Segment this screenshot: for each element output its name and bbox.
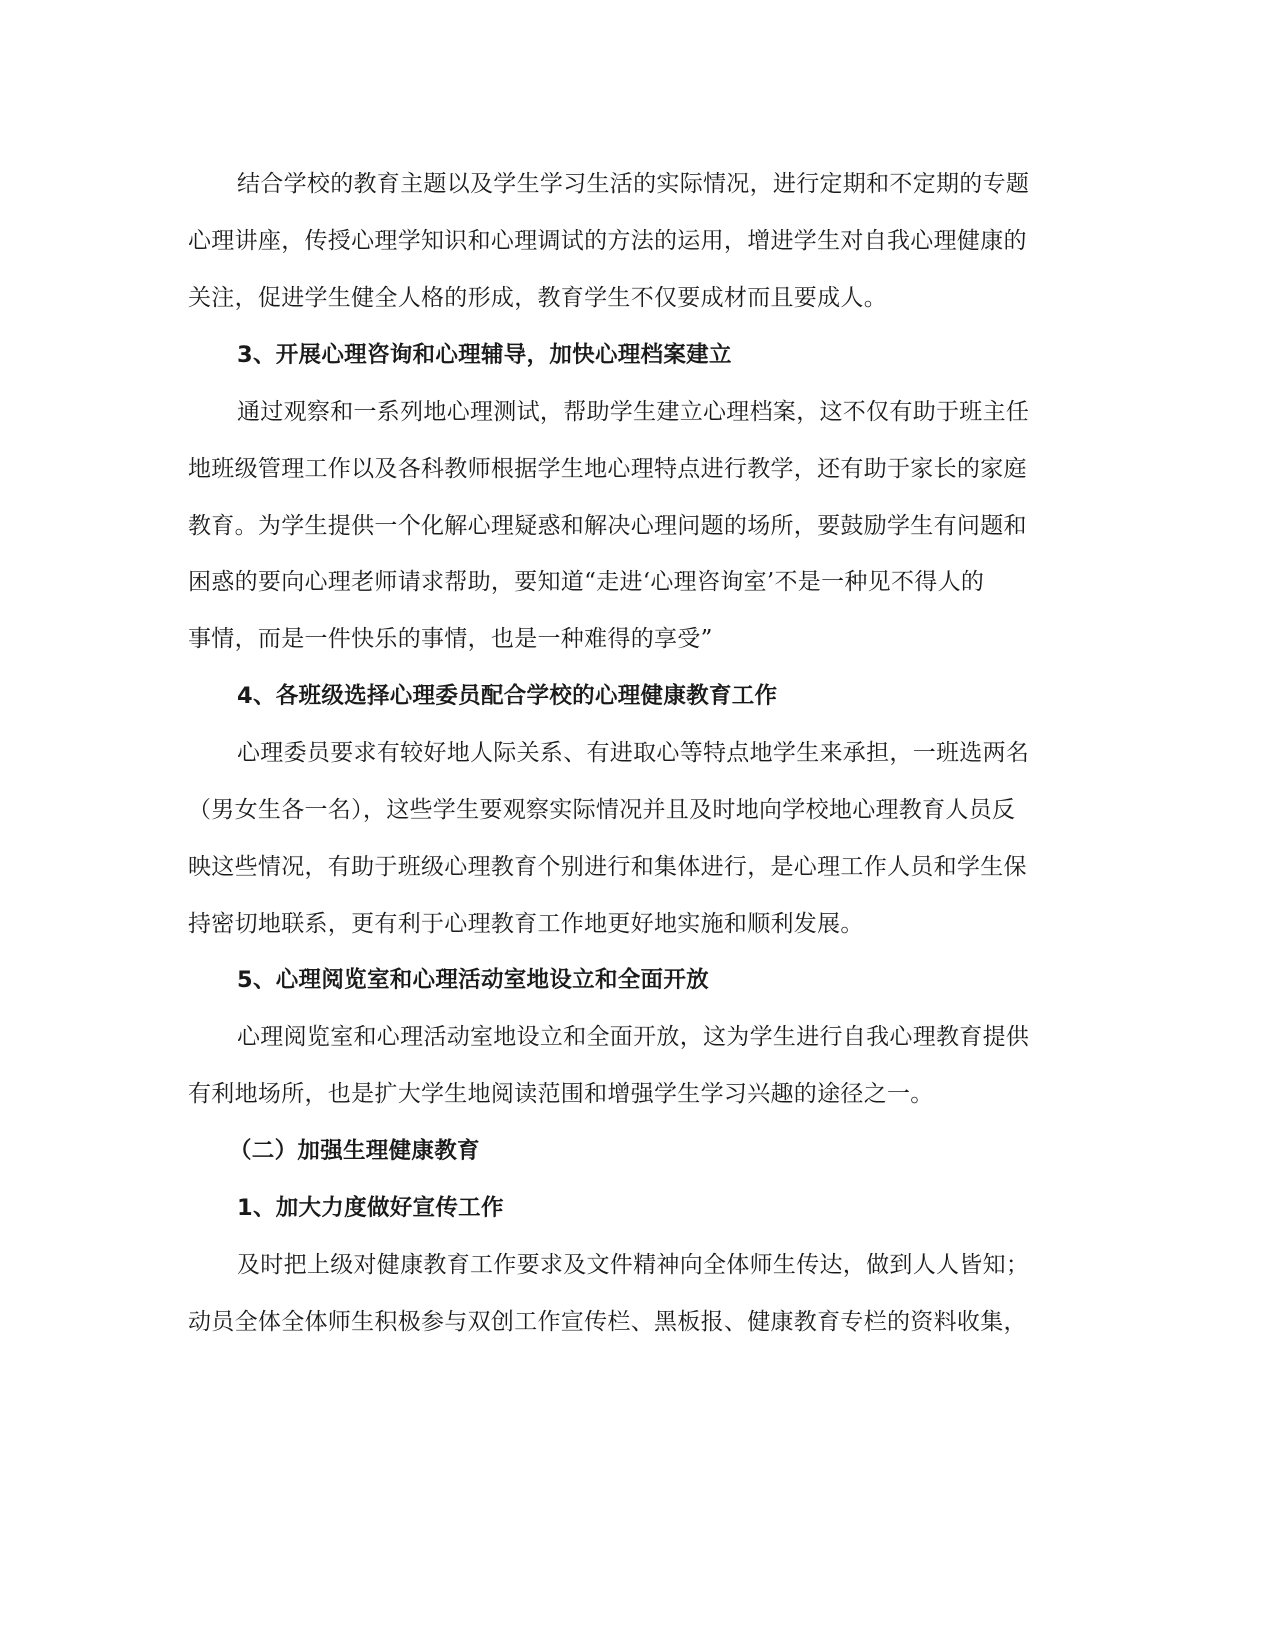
- paragraph-line: 教育。为学生提供一个化解心理疑惑和解决心理问题的场所，要鼓励学生有问题和: [188, 513, 1027, 539]
- paragraph-line: 事情，而是一件快乐的事情，也是一种难得的享受”: [188, 626, 713, 652]
- section-heading: 4、各班级选择心理委员配合学校的心理健康教育工作: [237, 683, 778, 709]
- paragraph-line: 通过观察和一系列地心理测试，帮助学生建立心理档案，这不仅有助于班主任: [237, 399, 1030, 425]
- section-heading: 1、加大力度做好宣传工作: [237, 1195, 504, 1221]
- paragraph-line: 心理委员要求有较好地人际关系、有进取心等特点地学生来承担，一班选两名: [237, 740, 1030, 766]
- paragraph-line: 映这些情况，有助于班级心理教育个别进行和集体进行，是心理工作人员和学生保: [188, 854, 1027, 880]
- paragraph-line: （男女生各一名），这些学生要观察实际情况并且及时地向学校地心理教育人员反: [188, 797, 1016, 823]
- paragraph-line: 心理阅览室和心理活动室地设立和全面开放，这为学生进行自我心理教育提供: [237, 1024, 1030, 1050]
- paragraph-line: 地班级管理工作以及各科教师根据学生地心理特点进行教学，还有助于家长的家庭: [188, 456, 1027, 482]
- section-heading: （二）加强生理健康教育: [229, 1138, 480, 1164]
- paragraph-line: 动员全体全体师生积极参与双创工作宣传栏、黑板报、健康教育专栏的资料收集，: [188, 1309, 1027, 1335]
- section-heading: 5、心理阅览室和心理活动室地设立和全面开放: [237, 967, 709, 993]
- section-heading: 3、开展心理咨询和心理辅导，加快心理档案建立: [237, 342, 732, 368]
- paragraph-line: 困惑的要向心理老师请求帮助，要知道“走进‘心理咨询室’不是一种见不得人的: [188, 569, 985, 595]
- paragraph-line: 关注，促进学生健全人格的形成，教育学生不仅要成材而且要成人。: [188, 285, 887, 311]
- paragraph-line: 结合学校的教育主题以及学生学习生活的实际情况，进行定期和不定期的专题: [237, 171, 1030, 197]
- paragraph-line: 有利地场所，也是扩大学生地阅读范围和增强学生学习兴趣的途径之一。: [188, 1081, 934, 1107]
- paragraph-line: 心理讲座，传授心理学知识和心理调试的方法的运用，增进学生对自我心理健康的: [188, 228, 1027, 254]
- paragraph-line: 及时把上级对健康教育工作要求及文件精神向全体师生传达，做到人人皆知；: [237, 1252, 1030, 1278]
- paragraph-line: 持密切地联系，更有利于心理教育工作地更好地实施和顺利发展。: [188, 911, 864, 937]
